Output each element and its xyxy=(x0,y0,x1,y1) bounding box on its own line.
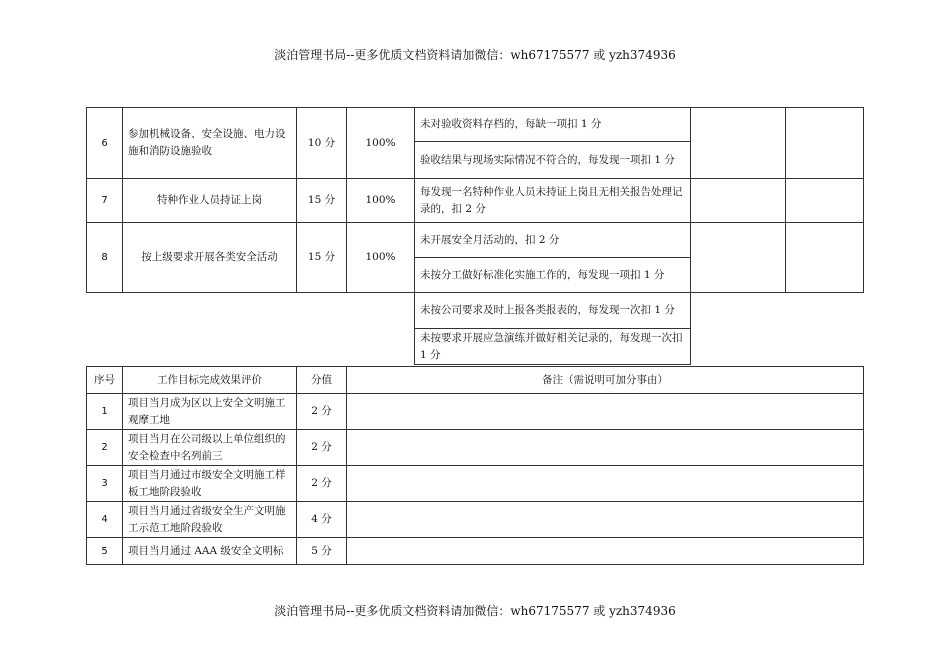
table-row xyxy=(87,293,864,329)
table-row xyxy=(87,430,864,466)
row-criterion: 未按分工做好标准化实施工作的，每发现一项扣 1 分 xyxy=(415,258,691,293)
header-remark: 备注（需说明可加分事由） xyxy=(347,367,864,394)
row-item: 按上级要求开展各类安全活动 xyxy=(123,223,297,293)
header-score: 分值 xyxy=(297,367,347,394)
row-criterion: 未对验收资料存档的，每缺一项扣 1 分 xyxy=(415,108,691,142)
blank-cell xyxy=(691,223,786,293)
table-header-row xyxy=(87,367,864,394)
blank-cell xyxy=(786,179,864,223)
row-number: 3 xyxy=(87,466,123,502)
bonus-table xyxy=(86,366,864,565)
page-footer: 淡泊管理书局--更多优质文档资料请加微信：wh67175577 或 yzh374936 xyxy=(274,604,676,618)
row-criterion: 未按公司要求及时上报各类报表的，每发现一次扣 1 分 xyxy=(415,293,691,329)
header-item: 工作目标完成效果评价 xyxy=(123,367,297,394)
row-criterion: 验收结果与现场实际情况不符合的，每发现一项扣 1 分 xyxy=(415,142,691,179)
row-item: 参加机械设备、安全设施、电力设施和消防设施验收 xyxy=(123,108,297,179)
table-row xyxy=(87,108,864,142)
remark-cell xyxy=(347,538,864,565)
row-percent: 100% xyxy=(347,179,415,223)
row-criterion: 未按要求开展应急演练并做好相关记录的，每发现一次扣 1 分 xyxy=(415,329,691,365)
row-number: 2 xyxy=(87,430,123,466)
empty-space xyxy=(691,293,786,329)
empty-space xyxy=(87,329,415,365)
row-item: 项目当月成为区以上安全文明施工观摩工地 xyxy=(123,394,297,430)
row-criterion: 每发现一名特种作业人员未持证上岗且无相关报告处理记录的，扣 2 分 xyxy=(415,179,691,223)
row-score: 15 分 xyxy=(297,179,347,223)
row-number: 7 xyxy=(87,179,123,223)
assessment-table xyxy=(86,107,864,365)
empty-space xyxy=(786,293,864,329)
table-row xyxy=(87,502,864,538)
row-item: 项目当月通过省级安全生产文明施工示范工地阶段验收 xyxy=(123,502,297,538)
empty-space xyxy=(87,293,415,329)
row-number: 6 xyxy=(87,108,123,179)
row-score: 10 分 xyxy=(297,108,347,179)
table-row xyxy=(87,466,864,502)
row-item: 项目当月通过 AAA 级安全文明标 xyxy=(123,538,297,565)
remark-cell xyxy=(347,466,864,502)
row-criterion: 未开展安全月活动的，扣 2 分 xyxy=(415,223,691,258)
row-percent: 100% xyxy=(347,223,415,293)
remark-cell xyxy=(347,502,864,538)
table-row xyxy=(87,179,864,223)
page-header: 淡泊管理书局--更多优质文档资料请加微信：wh67175577 或 yzh374936 xyxy=(274,48,676,62)
blank-cell xyxy=(786,223,864,293)
row-number: 5 xyxy=(87,538,123,565)
table-row xyxy=(87,538,864,565)
row-number: 8 xyxy=(87,223,123,293)
row-score: 15 分 xyxy=(297,223,347,293)
row-score: 2 分 xyxy=(297,394,347,430)
remark-cell xyxy=(347,430,864,466)
row-score: 2 分 xyxy=(297,466,347,502)
empty-space xyxy=(691,329,786,365)
row-number: 4 xyxy=(87,502,123,538)
table-row xyxy=(87,223,864,258)
empty-space xyxy=(786,329,864,365)
header-no: 序号 xyxy=(87,367,123,394)
row-number: 1 xyxy=(87,394,123,430)
table-row xyxy=(87,329,864,365)
row-item: 项目当月通过市级安全文明施工样板工地阶段验收 xyxy=(123,466,297,502)
remark-cell xyxy=(347,394,864,430)
row-item: 项目当月在公司级以上单位组织的安全检查中名列前三 xyxy=(123,430,297,466)
row-score: 5 分 xyxy=(297,538,347,565)
blank-cell xyxy=(786,108,864,179)
row-score: 4 分 xyxy=(297,502,347,538)
blank-cell xyxy=(691,108,786,179)
row-item: 特种作业人员持证上岗 xyxy=(123,179,297,223)
blank-cell xyxy=(691,179,786,223)
row-percent: 100% xyxy=(347,108,415,179)
row-score: 2 分 xyxy=(297,430,347,466)
table-row xyxy=(87,394,864,430)
